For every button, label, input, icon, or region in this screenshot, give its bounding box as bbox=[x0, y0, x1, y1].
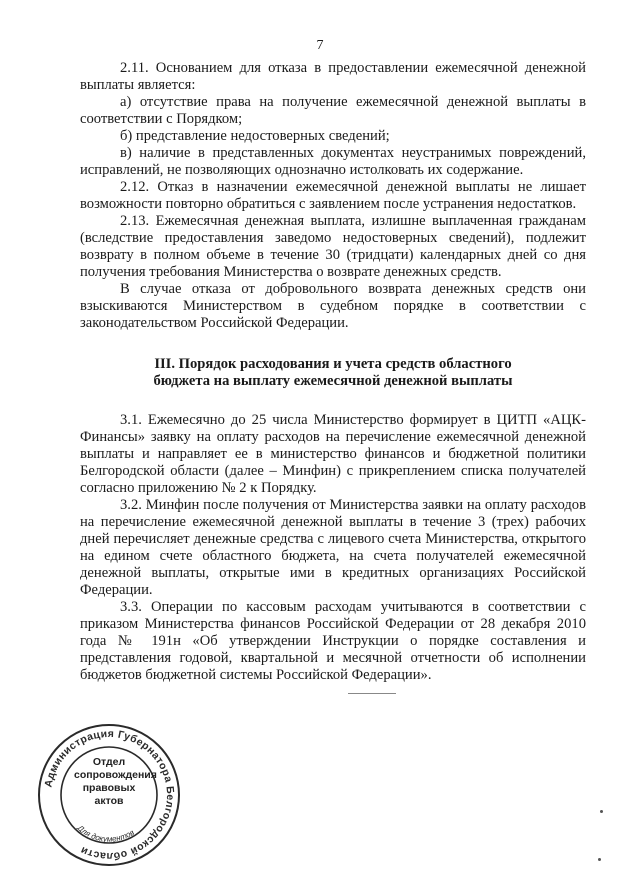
document-body bbox=[80, 60, 586, 684]
stamp-center-text bbox=[74, 756, 157, 808]
svg-text:Для документов bbox=[75, 823, 136, 844]
scan-speck bbox=[598, 858, 601, 861]
paragraph-3-2: 3.2. Минфин после получения от Министерства заявки на оплату расходов на перечисление ежемесячной денежной выплаты в течение 3 (трех) рабочих дней перечисляет денежные средства с лицевого счета Министерства, открытого на едином счете областного бюджета, на счета получателей ежемесячной денежной выплаты, открытые ими в кредитных организациях Российской Федерации. bbox=[80, 497, 586, 598]
page-number: 7 bbox=[316, 38, 324, 53]
paragraph-3-1: 3.1. Ежемесячно до 25 числа Министерство формирует в ЦИТП «АЦК-Финансы» заявку на оплату расходов на перечисление ежемесячной денежной выплаты и направляет ее в министерство финансов и бюджетной политики Белгородской области (далее – Минфин) с прикреплением списка получателей согласно приложению № 2 к Порядку. bbox=[80, 412, 586, 496]
paragraph-refusal: В случае отказа от добровольного возврата денежных средств они взыскиваются Министерством в судебном порядке в соответствии с законодательством Российской Федерации. bbox=[80, 281, 586, 331]
section-3-heading-line1: III. Порядок расходования и учета средств областного bbox=[154, 356, 512, 372]
stamp-center-line2: сопровождения bbox=[74, 769, 157, 781]
stamp-ring-text: Администрация Губернатора Белгородской области bbox=[42, 727, 177, 863]
section-3-heading-line2: бюджета на выплату ежемесячной денежной выплаты bbox=[153, 373, 513, 389]
stamp-bottom-text: Для документов bbox=[75, 823, 136, 844]
list-item-a: а) отсутствие права на получение ежемесячной денежной выплаты в соответствии с Порядком; bbox=[80, 94, 586, 127]
list-item-b: б) представление недостоверных сведений; bbox=[120, 128, 390, 144]
paragraph-3-3: 3.3. Операции по кассовым расходам учитываются в соответствии с приказом Министерства финансов Российской Федерации от 28 декабря 2010 года № 191н «Об утверждении Инструкции о порядке составления и представления годовой, квартальной и месячной отчетности об исполнении бюджетов бюджетной системы Российской Федерации». bbox=[80, 599, 586, 683]
scan-speck bbox=[600, 810, 603, 813]
stamp-center-line4: актов bbox=[94, 795, 124, 807]
stamp-center-line3: правовых bbox=[82, 782, 136, 794]
end-separator bbox=[348, 693, 396, 694]
stamp-center-line1: Отдел bbox=[92, 756, 126, 768]
paragraph-2-11: 2.11. Основанием для отказа в предоставлении ежемесячной денежной выплаты является: bbox=[80, 60, 586, 93]
section-3-heading bbox=[80, 356, 586, 390]
paragraph-2-13: 2.13. Ежемесячная денежная выплата, излишне выплаченная гражданам (вследствие предоставления заведомо недостоверных сведений), подлежит возврату в полном объеме в течение 30 (тридцати) календарных дней со дня получения требования Министерства о возврате денежных средств. bbox=[80, 213, 586, 280]
list-item-v: в) наличие в представленных документах неустранимых повреждений, исправлений, не позволяющих однозначно истолковать их содержание. bbox=[80, 145, 586, 178]
paragraph-2-12: 2.12. Отказ в назначении ежемесячной денежной выплаты не лишает возможности повторно обратиться с заявлением после устранения недостатков. bbox=[80, 179, 586, 212]
official-stamp bbox=[36, 722, 182, 868]
